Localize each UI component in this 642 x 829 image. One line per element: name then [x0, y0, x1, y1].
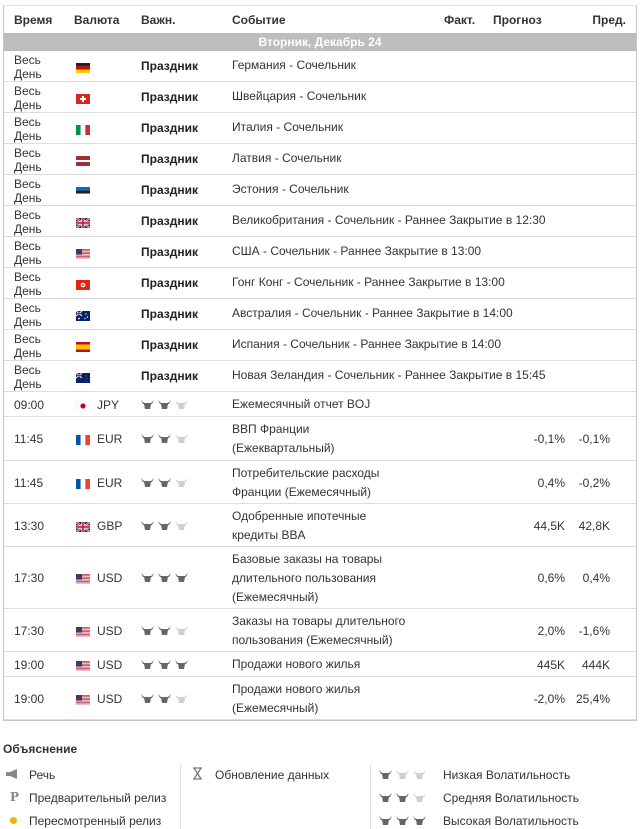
flag-ch-icon — [76, 93, 90, 103]
revised-icon — [9, 816, 18, 825]
holiday-label: Праздник — [141, 276, 198, 290]
rows — [4, 51, 636, 720]
event-time: 19:00 — [14, 691, 45, 706]
event-name[interactable]: Базовые заказы на товары длительного пользования (Ежемесячный) — [232, 551, 383, 604]
time-all-day: Весь День — [14, 84, 42, 112]
event-name[interactable]: Ежемесячный отчет BOJ — [232, 397, 371, 411]
flag-fr-icon — [76, 478, 90, 488]
event-forecast: -0,1% — [533, 432, 565, 446]
table-row[interactable] — [4, 330, 636, 361]
legend-preliminary: Предварительный релиз — [29, 791, 167, 805]
time-all-day: Весь День — [14, 146, 42, 174]
flag-es-icon — [76, 341, 90, 351]
table-row[interactable] — [4, 547, 636, 609]
importance-bulls-icon — [141, 623, 192, 637]
event-previous: 444K — [581, 657, 610, 672]
legend-speech: Речь — [29, 768, 56, 782]
table-row[interactable] — [4, 268, 636, 299]
event-time: 13:30 — [14, 518, 45, 533]
event-name[interactable]: Гонг Конг - Сочельник - Раннее Закрытие в 13:00 — [232, 275, 505, 289]
event-forecast: 2,0% — [537, 623, 565, 638]
flag-fr-icon — [76, 434, 90, 444]
holiday-label: Праздник — [141, 369, 198, 383]
table-row[interactable] — [4, 504, 636, 547]
importance-bulls-icon — [141, 397, 192, 411]
preliminary-icon: P — [10, 790, 20, 804]
col-forecast: Прогноз — [493, 13, 542, 27]
holiday-label: Праздник — [141, 121, 198, 135]
legend-divider — [180, 765, 181, 829]
legend-low: Низкая Волатильность — [443, 768, 571, 782]
event-previous: -0,1% — [578, 432, 610, 446]
flag-nz-icon — [76, 372, 90, 382]
flag-ee-icon — [76, 186, 90, 196]
col-time: Время — [14, 13, 53, 27]
table-row[interactable] — [4, 175, 636, 206]
flag-hk-icon — [76, 279, 90, 289]
event-name[interactable]: США - Сочельник - Раннее Закрытие в 13:00 — [232, 244, 482, 258]
event-name[interactable]: Продажи нового жилья (Ежемесячный) — [232, 681, 361, 715]
event-name[interactable]: Великобритания - Сочельник - Раннее Закрытие в 12:30 — [232, 213, 546, 227]
flag-us-icon — [76, 660, 90, 670]
importance-bulls-icon — [141, 475, 192, 489]
event-time: 19:00 — [14, 657, 45, 672]
time-all-day: Весь День — [14, 208, 42, 236]
speech-icon — [5, 768, 22, 780]
event-currency: USD — [97, 657, 123, 672]
event-name[interactable]: ВВП Франции (Ежеквартальный) — [232, 422, 335, 455]
importance-bulls-icon — [141, 657, 192, 671]
holiday-label: Праздник — [141, 183, 198, 197]
table-row[interactable] — [4, 677, 636, 720]
time-all-day: Весь День — [14, 270, 42, 298]
table-row[interactable] — [4, 361, 636, 392]
event-previous: -1,6% — [578, 623, 610, 638]
importance-bulls-icon — [141, 518, 192, 532]
flag-jp-icon — [76, 400, 90, 410]
event-currency: GBP — [97, 518, 123, 533]
event-forecast: 44,5K — [533, 518, 565, 533]
event-name[interactable]: Продажи нового жилья — [232, 657, 361, 671]
legend-revised: Пересмотренный релиз — [29, 814, 162, 828]
event-name[interactable]: Эстония - Сочельник — [232, 182, 349, 196]
table-row[interactable] — [4, 652, 636, 677]
event-currency: JPY — [97, 397, 120, 412]
table-row[interactable] — [4, 237, 636, 268]
event-name[interactable]: Одобренные ипотечные кредиты BBA — [232, 508, 367, 542]
event-currency: USD — [97, 571, 123, 585]
event-name[interactable]: Потребительские расходы Франции (Ежемесячный) — [232, 465, 380, 499]
event-previous: 42,8K — [578, 518, 610, 533]
table-row[interactable] — [4, 113, 636, 144]
col-actual: Факт. — [444, 13, 476, 27]
flag-us-icon — [76, 694, 90, 704]
holiday-label: Праздник — [141, 214, 198, 228]
medium-volatility-icon — [379, 790, 430, 804]
flag-gb-icon — [76, 521, 90, 531]
table-row[interactable] — [4, 417, 636, 461]
event-time: 17:30 — [14, 623, 45, 638]
event-time: 17:30 — [14, 571, 45, 585]
col-importance: Важн. — [141, 13, 176, 27]
event-previous: -0,2% — [578, 475, 610, 490]
flag-us-icon — [76, 248, 90, 258]
event-time: 11:45 — [14, 475, 44, 490]
event-name[interactable]: Заказы на товары длительного пользования (Ежемесячный) — [232, 613, 406, 647]
col-currency: Валюта — [74, 13, 120, 27]
high-volatility-icon — [379, 813, 430, 827]
holiday-label: Праздник — [141, 59, 198, 73]
legend-divider-2 — [370, 765, 371, 829]
time-all-day: Весь День — [14, 332, 42, 360]
table-row[interactable] — [4, 461, 636, 504]
flag-us-icon — [76, 573, 90, 583]
hourglass-icon — [192, 767, 203, 780]
event-forecast: 0,4% — [537, 475, 565, 490]
holiday-label: Праздник — [141, 245, 198, 259]
importance-bulls-icon — [141, 431, 192, 445]
time-all-day: Весь День — [14, 363, 42, 391]
table-row[interactable] — [4, 206, 636, 237]
low-volatility-icon — [379, 767, 430, 781]
flag-au-icon — [76, 310, 90, 320]
importance-bulls-icon — [141, 691, 192, 705]
col-previous: Пред. — [592, 13, 626, 27]
event-name[interactable]: Латвия - Сочельник — [232, 151, 342, 165]
economic-calendar — [3, 5, 637, 721]
event-forecast: -2,0% — [533, 691, 565, 706]
table-header — [4, 5, 636, 33]
event-name[interactable]: Испания - Сочельник - Раннее Закрытие в 14:00 — [232, 337, 502, 351]
event-time: 11:45 — [14, 432, 44, 446]
table-row[interactable] — [4, 609, 636, 652]
flag-gb-icon — [76, 217, 90, 227]
holiday-label: Праздник — [141, 338, 198, 352]
event-name[interactable]: Германия - Сочельник — [232, 58, 356, 72]
importance-bulls-icon — [141, 570, 192, 584]
event-previous: 0,4% — [582, 571, 610, 585]
event-currency: USD — [97, 623, 123, 638]
time-all-day: Весь День — [14, 53, 42, 81]
time-all-day: Весь День — [14, 115, 42, 143]
legend-update: Обновление данных — [215, 768, 330, 782]
event-currency: EUR — [97, 432, 123, 446]
legend-title: Объяснение — [3, 742, 78, 756]
time-all-day: Весь День — [14, 239, 42, 267]
event-forecast: 445K — [536, 657, 565, 672]
flag-us-icon — [76, 626, 90, 636]
event-forecast: 0,6% — [537, 571, 565, 585]
holiday-label: Праздник — [141, 152, 198, 166]
col-event: Событие — [232, 13, 286, 27]
time-all-day: Весь День — [14, 177, 42, 205]
table-row[interactable] — [4, 82, 636, 113]
event-name[interactable]: Новая Зеландия - Сочельник - Раннее Закрытие в 15:45 — [232, 368, 546, 382]
flag-it-icon — [76, 124, 90, 134]
event-name[interactable]: Италия - Сочельник — [232, 120, 343, 134]
event-currency: USD — [97, 691, 123, 706]
time-all-day: Весь День — [14, 301, 42, 329]
holiday-label: Праздник — [141, 307, 198, 321]
legend-medium: Средняя Волатильность — [443, 791, 580, 805]
event-currency: EUR — [97, 475, 123, 490]
table-row[interactable] — [4, 144, 636, 175]
holiday-label: Праздник — [141, 90, 198, 104]
table-row[interactable] — [4, 51, 636, 82]
event-time: 09:00 — [14, 397, 45, 412]
event-previous: 25,4% — [575, 691, 610, 706]
event-name[interactable]: Австралия - Сочельник - Раннее Закрытие в 14:00 — [232, 306, 513, 320]
day-divider: Вторник, Декабрь 24 — [4, 33, 636, 51]
legend-high: Высокая Волатильность — [443, 814, 579, 828]
flag-de-icon — [76, 62, 90, 72]
flag-lv-icon — [76, 155, 90, 165]
event-name[interactable]: Швейцария - Сочельник — [232, 89, 367, 103]
table-row[interactable] — [4, 392, 636, 417]
table-row[interactable] — [4, 299, 636, 330]
